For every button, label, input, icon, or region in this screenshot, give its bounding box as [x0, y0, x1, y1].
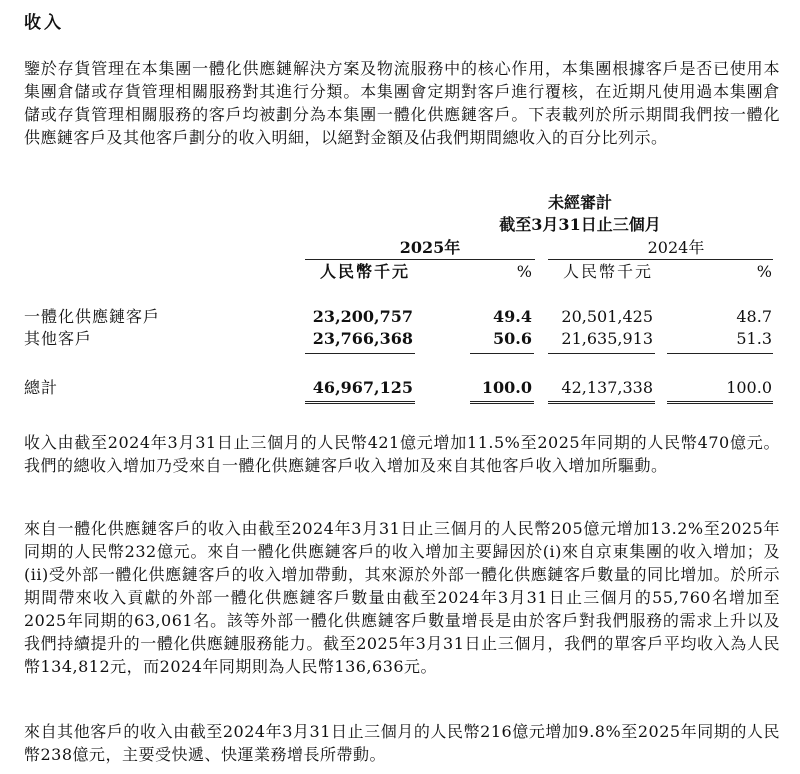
intro-paragraph: 鑒於存貨管理在本集團一體化供應鏈解決方案及物流服務中的核心作用，本集團根據客戶是否已使用本集團倉儲或存貨管理相關服務對其進行分類。本集團會定期對客戶進行覆核，在近期凡使用過本集團倉儲或存貨管理相關服務的客戶均被劃分為本集團一體化供應鏈客戶。下表載列於所示期間我們按一體化供應鏈客戶及其他客戶劃分的收入明細，以絕對金額及佔我們期間總收入的百分比列示。	[24, 59, 780, 147]
header-period: 截至3月31日止三個月	[499, 215, 661, 234]
rule-year-current	[305, 259, 535, 260]
year-prior: 2024年	[647, 238, 705, 257]
rule-total	[305, 401, 415, 404]
rule-subtotal	[470, 353, 534, 354]
paragraph-other-customers: 來自其他客戶的收入由截至2024年3月31日止三個月的人民幣216億元增加9.8%至2025年同期的人民幣238億元，主要受快遞、快運業務增長所帶動。	[24, 722, 780, 764]
rule-subtotal	[548, 353, 655, 354]
cell-pct-2025: 50.6	[493, 329, 532, 348]
year-current: 2025年	[399, 238, 461, 257]
col-pct-2025: %	[516, 262, 532, 281]
rule-total	[470, 401, 534, 404]
total-pct-2024: 100.0	[726, 378, 772, 397]
col-pct-2024: %	[756, 262, 772, 281]
cell-pct-2024: 48.7	[736, 307, 772, 326]
row-label-integrated: 一體化供應鏈客戶	[24, 307, 161, 326]
rule-total	[667, 401, 773, 404]
total-rmb-2025: 46,967,125	[312, 378, 413, 397]
rule-subtotal	[305, 353, 415, 354]
section-heading: 收入	[24, 13, 64, 33]
row-label-other: 其他客戶	[24, 329, 93, 348]
paragraph-total-revenue: 收入由截至2024年3月31日止三個月的人民幣421億元增加11.5%至2025年同期的人民幣470億元。我們的總收入增加乃受來自一體化供應鏈客戶收入增加及來自其他客戶收入增加所驅動。	[24, 433, 780, 475]
paragraph-integrated-customers: 來自一體化供應鏈客戶的收入由截至2024年3月31日止三個月的人民幣205億元增加13.2%至2025年同期的人民幣232億元。來自一體化供應鏈客戶的收入增加主要歸因於(i)來自京東集團的收入增加；及(ii)受外部一體化供應鏈客戶的收入增加帶動，其來源於外部一體化供應鏈客戶數量的同比增加。於所示期間帶來收入貢獻的外部一體化供應鏈客戶數量由截至2024年3月31日止三個月的55,760名增加至2025年同期的63,061名。該等外部一體化供應鏈客戶數量增長是由於客戶對我們服務的需求上升以及我們持續提升的一體化供應鏈服務能力。截至2025年3月31日止三個月，我們的單客戶平均收入為人民幣134,812元，而2024年同期則為人民幣136,636元。	[24, 519, 780, 676]
total-rmb-2024: 42,137,338	[561, 378, 653, 397]
cell-pct-2025: 49.4	[493, 307, 532, 326]
col-rmb-2024: 人民幣千元	[562, 262, 653, 281]
col-rmb-2025: 人民幣千元	[319, 262, 410, 281]
row-label-total: 總計	[24, 378, 59, 397]
cell-rmb-2024: 21,635,913	[561, 329, 653, 348]
header-unaudited: 未經審計	[547, 193, 612, 212]
rule-subtotal	[667, 353, 773, 354]
total-pct-2025: 100.0	[481, 378, 532, 397]
cell-pct-2024: 51.3	[736, 329, 772, 348]
cell-rmb-2025: 23,200,757	[312, 307, 413, 326]
rule-year-prior	[548, 259, 773, 260]
cell-rmb-2025: 23,766,368	[312, 329, 413, 348]
rule-total	[548, 401, 655, 404]
cell-rmb-2024: 20,501,425	[561, 307, 653, 326]
